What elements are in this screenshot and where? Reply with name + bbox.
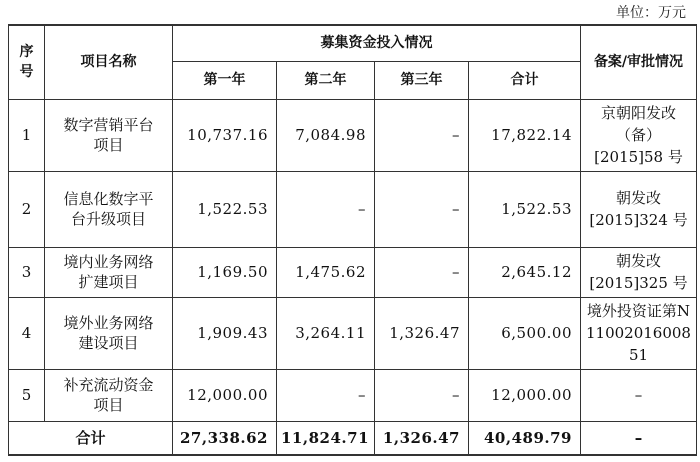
year2-value: 3,264.11 [277, 297, 375, 369]
total-value: 1,522.53 [469, 171, 581, 247]
table-row [9, 171, 697, 247]
table-row [9, 99, 697, 171]
total-row [9, 421, 697, 455]
approval-info: 朝发改 [2015]325 号 [581, 247, 697, 297]
funding-table [8, 24, 697, 456]
year3-value: 1,326.47 [375, 297, 469, 369]
row-number: 3 [9, 247, 45, 297]
year3-value: – [375, 99, 469, 171]
year3-value: – [375, 369, 469, 421]
total-value: 12,000.00 [469, 369, 581, 421]
year2-value: 7,084.98 [277, 99, 375, 171]
unit-label: 单位：万元 [616, 5, 686, 21]
project-name: 信息化数字平台升级项目 [45, 171, 173, 247]
year1-value: 1,909.43 [173, 297, 277, 369]
project-name: 补充流动资金项目 [45, 369, 173, 421]
approval-info: 境外投资证第N1100201600851 [581, 297, 697, 369]
year3-value: – [375, 247, 469, 297]
total-label: 合计 [9, 421, 173, 455]
total-value: 2,645.12 [469, 247, 581, 297]
header-year2: 第二年 [277, 61, 375, 99]
year1-value: 1,169.50 [173, 247, 277, 297]
row-number: 1 [9, 99, 45, 171]
total-year3: 1,326.47 [375, 421, 469, 455]
total-approval: – [581, 421, 697, 455]
year1-value: 10,737.16 [173, 99, 277, 171]
table-row [9, 369, 697, 421]
project-name: 境外业务网络建设项目 [45, 297, 173, 369]
header-subtotal: 合计 [469, 61, 581, 99]
header-seq: 序号 [9, 25, 45, 99]
year2-value: – [277, 369, 375, 421]
approval-info: 朝发改 [2015]324 号 [581, 171, 697, 247]
year1-value: 1,522.53 [173, 171, 277, 247]
total-year1: 27,338.62 [173, 421, 277, 455]
year3-value: – [375, 171, 469, 247]
approval-info: – [581, 369, 697, 421]
header-approval: 备案/审批情况 [581, 25, 697, 99]
total-value: 17,822.14 [469, 99, 581, 171]
header-name: 项目名称 [45, 25, 173, 99]
header-year3: 第三年 [375, 61, 469, 99]
year2-value: 1,475.62 [277, 247, 375, 297]
project-name: 境内业务网络扩建项目 [45, 247, 173, 297]
header-year1: 第一年 [173, 61, 277, 99]
header-funding: 募集资金投入情况 [173, 25, 581, 61]
table-row [9, 297, 697, 369]
row-number: 5 [9, 369, 45, 421]
total-sum: 40,489.79 [469, 421, 581, 455]
row-number: 2 [9, 171, 45, 247]
year2-value: – [277, 171, 375, 247]
total-value: 6,500.00 [469, 297, 581, 369]
row-number: 4 [9, 297, 45, 369]
total-year2: 11,824.71 [277, 421, 375, 455]
table-row [9, 247, 697, 297]
project-name: 数字营销平台项目 [45, 99, 173, 171]
year1-value: 12,000.00 [173, 369, 277, 421]
header-row-1 [9, 25, 697, 61]
approval-info: 京朝阳发改（备）[2015]58 号 [581, 99, 697, 171]
